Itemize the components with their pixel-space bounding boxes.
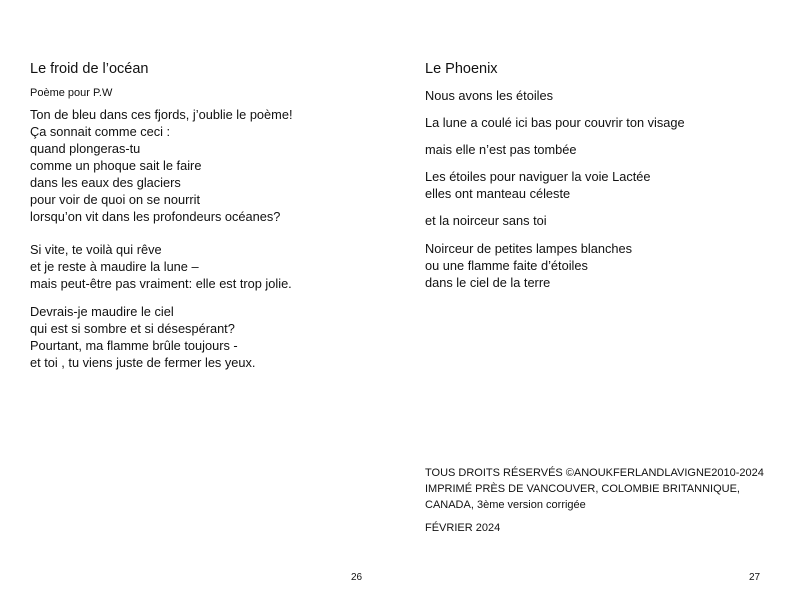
poem-line: et je reste à maudire la lune – xyxy=(30,259,199,274)
poem-stanza xyxy=(425,240,632,291)
right-page xyxy=(396,0,792,612)
poem-line: et toi , tu viens juste de fermer les yeux. xyxy=(30,355,256,370)
poem-line: mais elle n’est pas tombée xyxy=(425,142,577,157)
poem-line: mais peut-être pas vraiment: elle est trop jolie. xyxy=(30,276,292,291)
poem-line: qui est si sombre et si désespérant? xyxy=(30,321,235,336)
poem-line: Devrais-je maudire le ciel xyxy=(30,304,174,319)
poem-stanza xyxy=(30,106,293,225)
poem-stanza xyxy=(425,168,651,202)
poem-stanza xyxy=(30,303,255,371)
poem-stanza xyxy=(30,241,292,292)
page-number: 26 xyxy=(351,572,363,583)
poem-line: Si vite, te voilà qui rêve xyxy=(30,242,162,257)
poem-dedication: Poème pour P.W xyxy=(30,87,113,99)
poem-line: Ton de bleu dans ces fjords, j’oublie le poème! xyxy=(30,107,293,122)
copyright-line: IMPRIMÉ PRÈS DE VANCOUVER, COLOMBIE BRITANNIQUE, xyxy=(425,483,740,495)
poem-line: comme un phoque sait le faire xyxy=(30,158,202,173)
poem-line: Les étoiles pour naviguer la voie Lactée xyxy=(425,169,651,184)
poem-line: et la noirceur sans toi xyxy=(425,213,547,228)
poem-title: Le froid de l’océan xyxy=(30,61,149,77)
poem-line: dans le ciel de la terre xyxy=(425,275,551,290)
poem-title: Le Phoenix xyxy=(425,61,498,77)
poem-line: ou une flamme faite d’étoiles xyxy=(425,258,588,273)
page-number: 27 xyxy=(749,572,761,583)
copyright-line: TOUS DROITS RÉSERVÉS ©ANOUKFERLANDLAVIGNE2010-2024 xyxy=(425,467,764,479)
publication-date: FÉVRIER 2024 xyxy=(425,522,501,534)
poem-line: Pourtant, ma flamme brûle toujours - xyxy=(30,338,238,353)
poem-line: quand plongeras-tu xyxy=(30,141,141,156)
poem-line: Nous avons les étoiles xyxy=(425,88,554,103)
poem-line: Noirceur de petites lampes blanches xyxy=(425,241,632,256)
poem-line: La lune a coulé ici bas pour couvrir ton visage xyxy=(425,115,685,130)
poem-line: lorsqu’on vit dans les profondeurs océanes? xyxy=(30,209,281,224)
poem-line: elles ont manteau céleste xyxy=(425,186,571,201)
poem-line: dans les eaux des glaciers xyxy=(30,175,181,190)
poem-line: Ça sonnait comme ceci : xyxy=(30,124,171,139)
copyright-line: CANADA, 3ème version corrigée xyxy=(425,499,586,511)
copyright-notice xyxy=(425,465,764,513)
poem-line: pour voir de quoi on se nourrit xyxy=(30,192,201,207)
